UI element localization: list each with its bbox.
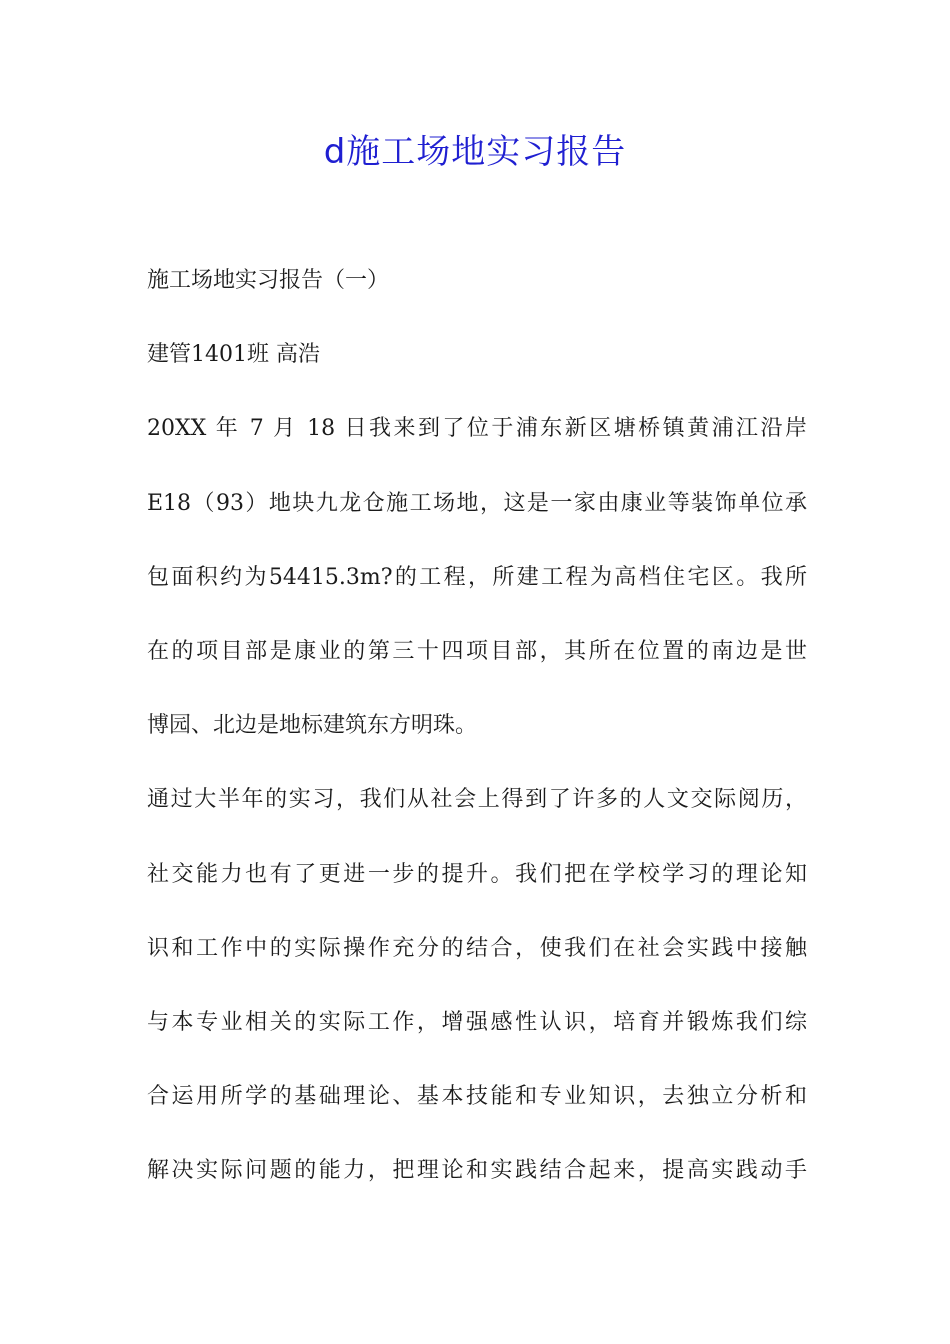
- document-body: [147, 262, 807, 1226]
- paragraph-line: 博园、北边是地标建筑东方明珠。: [147, 713, 478, 739]
- document-title: d施工场地实习报告: [323, 132, 627, 172]
- paragraph-line: 识和工作中的实际操作充分的结合，使我们在社会实践中接触: [147, 935, 807, 961]
- paragraph-line: 与本专业相关的实际工作，增强感性认识，培育并锻炼我们综: [147, 1009, 807, 1035]
- paragraph-line: 包面积约为54415.3m?的工程，所建工程为高档住宅区。我所: [147, 564, 807, 590]
- author-line: 建管1401班 高浩: [147, 342, 320, 368]
- section-heading: 施工场地实习报告（一）: [147, 268, 390, 293]
- paragraph-line: 通过大半年的实习，我们从社会上得到了许多的人文交际阅历，: [147, 787, 807, 813]
- paragraph-line: 解决实际问题的能力，把理论和实践结合起来，提高实践动手: [147, 1158, 807, 1184]
- paragraph-line: 20XX 年 7 月 18 日我来到了位于浦东新区塘桥镇黄浦江沿岸: [147, 416, 807, 442]
- paragraph-line: 合运用所学的基础理论、基本技能和专业知识，去独立分析和: [147, 1084, 807, 1110]
- paragraph-line: E18（93）地块九龙仓施工场地，这是一家由康业等装饰单位承: [147, 490, 807, 516]
- paragraph-line: 社交能力也有了更进一步的提升。我们把在学校学习的理论知: [147, 861, 807, 887]
- paragraph-line: 在的项目部是康业的第三十四项目部，其所在位置的南边是世: [147, 638, 807, 664]
